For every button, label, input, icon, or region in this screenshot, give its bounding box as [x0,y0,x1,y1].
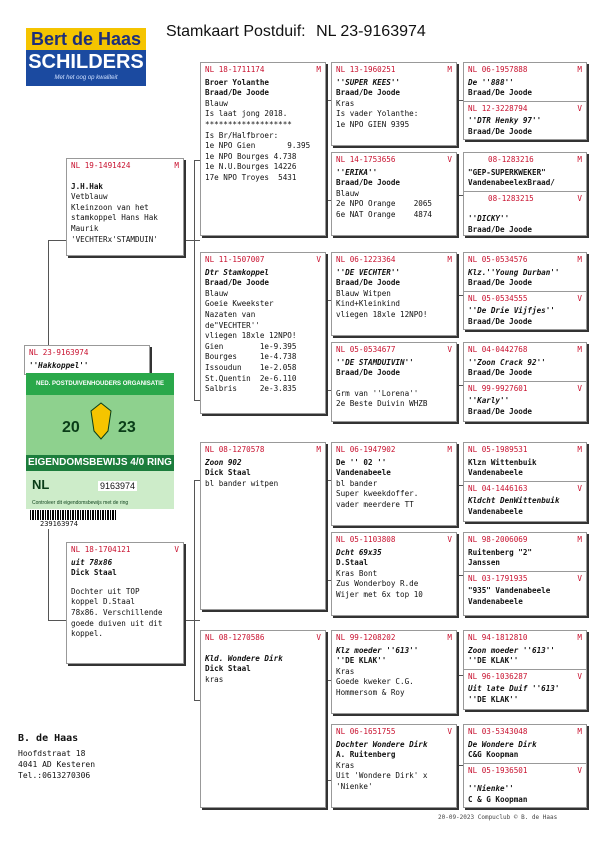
g4-sex: M [577,633,582,642]
g4-ring: NL 96-1036287 [468,671,528,681]
g4-name: ''De Drie Vijfjes'' [468,306,555,316]
g4-ring: 08-1283216 [488,155,534,164]
g4-name: ''Nienke'' [468,784,514,794]
sds-sex: M [447,255,452,264]
dss-ring: NL 06-1947902 [336,445,396,454]
sdd-name: ''DE STAMDUIVIN'' [336,357,414,367]
g4-sex: V [577,573,582,583]
sss-name: ''SUPER KEES'' [336,77,401,87]
g4-sex: M [577,155,582,164]
card-country: NL [32,477,50,492]
card-year-left: 20 [62,419,80,436]
sd-name: Dtr Stamkoppel [205,267,270,277]
ds-name2: Dick Staal [205,468,251,478]
dd-sex: V [316,633,321,642]
owner-city: 4041 AD Kesteren [18,760,96,769]
owner-address: Hoofdstraat 18 [18,749,86,758]
eagle-emblem-icon [86,401,116,441]
dss-box [331,442,457,526]
company-logo [26,28,146,86]
sdd-name2: Braad/De Joode [336,368,401,378]
owner-block [18,733,95,781]
g4-sex: V [577,483,582,493]
ss-sex: M [316,65,321,74]
barcode [30,510,116,520]
dd-box [200,630,326,808]
dd-name: Kld. Wondere Dirk [205,653,283,663]
g4-name2: Braad/De Joode [468,368,533,378]
sd-text: Blauw Goeie Kweekster Nazaten van de"VECHTER'' vliegen 18xle 12NPO! Gien 1e-9.395 Bourges 1e-4.738 Issoudun 1e-2.058 St.Quentin 2e-6.110 Salbris 2e-3.835 [205,288,297,394]
sd-name2: Braad/De Joode [205,278,270,288]
dam-sex: V [174,545,179,554]
g4-name2: ''DE KLAK'' [468,694,519,704]
sd-ring: NL 11-1507007 [205,255,265,264]
g4-ring: NL 06-1957888 [468,65,528,74]
title-ring: NL 23-9163974 [316,23,426,40]
g4-name: Uit late Duif ''613' [468,684,560,694]
g4-ring: NL 04-0442768 [468,345,528,354]
card-emblem-area [26,395,174,455]
g4-sex: M [577,727,582,736]
ownership-card [26,373,174,528]
dds-box [331,630,457,714]
ddd-sex: V [447,727,452,736]
sdd-box [331,342,457,422]
sire-name: J.H.Hak [71,181,104,191]
g4-ring: NL 94-1812810 [468,633,528,642]
dss-name2: Vandenabeele [336,468,391,478]
g4-ring: NL 12-3228794 [468,103,528,113]
dss-text: bl bander Super kweekdoffer. vader meerdere TT [336,478,419,509]
g4-sex: M [577,255,582,264]
g4-name2: Braad/De Joode [468,126,533,136]
dam-name2: Dick Staal [71,568,117,578]
ddd-text: Kras Uit 'Wondere Dirk' x 'Nienke' [336,760,428,791]
ssd-ring: NL 14-1753656 [336,155,396,164]
ssd-name: ''ERIKA'' [336,167,378,177]
g4-name2: Janssen [468,558,501,568]
dss-sex: M [447,445,452,454]
card-caption: Controleer dit eigendomsbewijs met de ring [32,500,129,506]
sss-ring: NL 13-1960251 [336,65,396,74]
g4-box-6 [463,532,587,616]
g4-name: ''Zoon Crack 92'' [468,357,546,367]
sss-sex: M [447,65,452,74]
g4-name: Kldcht DenWittenbuik [468,496,560,506]
g4-name2: C&G Koopman [468,750,519,760]
g4-sex: V [577,671,582,681]
logo-line1: Bert de Haas [26,28,146,50]
card-title: EIGENDOMSBEWIJS 4/0 RING [26,455,174,471]
g4-box-3 [463,252,587,330]
dss-name: De '' 02 '' [336,457,387,467]
g4-name: ''Karly'' [468,396,510,406]
g4-name: Klz.''Young Durban'' [468,267,560,277]
g4-ring: NL 05-1989531 [468,445,528,454]
card-lower [26,471,174,509]
footer-text: 20-09-2023 Compuclub © B. de Haas [438,814,558,821]
g4-name: Klzn Wittenbuik [468,457,537,467]
g4-name2: Braad/De Joode [468,316,533,326]
dam-text: Dochter uit TOP koppel D.Staal 78x86. Verschillende goede duiven uit dit koppel. [71,586,163,639]
g4-name2: Braad/De Joode [468,406,533,416]
g4-ring: NL 03-5343048 [468,727,528,736]
sds-box [331,252,457,336]
dds-name: Klz moeder ''613'' [336,645,419,655]
dds-text: Kras Goede kweker C.G. Hommersom & Roy [336,666,414,697]
logo-line2 [26,50,146,86]
dsd-sex: V [447,535,452,544]
dsd-box [331,532,457,616]
ss-name2: Braad/De Joode [205,88,270,98]
g4-box-1 [463,62,587,140]
dds-ring: NL 99-1208202 [336,633,396,642]
dsd-text: Kras Bont Zus Wonderboy R.de Wijer met 6x top 10 [336,568,423,599]
sdd-text: Grm van ''Lorena'' 2e Beste Duivin WHZB [336,388,428,409]
title-label: Stamkaart Postduif: [166,23,306,40]
ddd-name2: A. Ruitenberg [336,750,396,760]
sss-box [331,62,457,146]
subject-box [24,345,150,375]
sire-ring: NL 19-1491424 [71,161,131,170]
g4-ring: NL 05-1936501 [468,765,528,775]
g4-name2: Vandenabeele [468,596,523,606]
g4-name: "935" Vandenabeele [468,586,551,596]
dds-sex: M [447,633,452,642]
g4-box-5 [463,442,587,522]
dd-ring: NL 08-1270586 [205,633,265,642]
g4-name: Ruitenberg "2" [468,547,533,557]
owner-name: B. de Haas [18,733,79,744]
g4-name2: VandenabeelexBraad/ [468,178,555,188]
g4-box-7 [463,630,587,710]
g4-name2: Braad/De Joode [468,224,533,234]
sds-name: ''DE VECHTER'' [336,267,401,277]
g4-ring: NL 04-1446163 [468,483,528,493]
sd-box [200,252,326,414]
sdd-sex: V [447,345,452,354]
ds-sex: M [316,445,321,454]
g4-box-2 [463,152,587,236]
sss-text: Kras Is vader Yolanthe: 1e NPO GIEN 9395 [336,98,419,129]
ss-name: Broer Yolanthe [205,77,270,87]
sd-sex: V [316,255,321,264]
sdd-ring: NL 05-0534677 [336,345,396,354]
g4-name: De Wondere Dirk [468,739,537,749]
sds-name2: Braad/De Joode [336,278,401,288]
ds-box [200,442,326,610]
g4-ring: NL 99-9927601 [468,383,528,393]
g4-sex: M [577,445,582,454]
ssd-name2: Braad/De Joode [336,178,401,188]
dsd-ring: NL 05-1103808 [336,535,396,544]
g4-sex: V [577,193,582,203]
ss-text: Blauw Is laat jong 2018. ******************* Is Br/Halfbroer: 1e NPO Gien 9.395 1e NPO Bourges 4.738 1e N.U.Bourges 14226 17e NPO Troyes 5431 [205,98,311,182]
g4-ring: NL 05-0534555 [468,293,528,303]
g4-ring: 08-1283215 [488,193,534,203]
g4-name2: Braad/De Joode [468,88,533,98]
g4-name2: ''DE KLAK'' [468,656,519,666]
g4-sex: M [577,535,582,544]
g4-ring: NL 98-2006069 [468,535,528,544]
g4-name2: C & G Koopman [468,794,528,804]
dam-ring: NL 18-1704121 [71,545,131,554]
g4-box-4 [463,342,587,422]
sire-sex: M [174,161,179,170]
g4-name2: Vandenabeele [468,506,523,516]
g4-name: ''DICKY'' [468,214,510,224]
dds-name2: ''DE KLAK'' [336,656,387,666]
dam-name: uit 78x86 [71,557,113,567]
g4-box-8 [463,724,587,808]
g4-name: "GEP-SUPERKWEKER" [468,167,546,177]
ss-ring: NL 18-1711174 [205,65,265,74]
logo-slogan: Met het oog op kwaliteit [54,75,118,81]
g4-sex: V [577,293,582,303]
ds-name: Zoon 902 [205,457,242,467]
g4-name2: Vandenabeele [468,468,523,478]
g4-sex: V [577,103,582,113]
owner-phone: Tel.:0613270306 [18,771,91,780]
page-title [166,23,426,41]
ssd-sex: V [447,155,452,164]
card-number: 9163974 [100,481,136,491]
ssd-box [331,152,457,236]
sire-box [66,158,184,256]
card-year-right: 23 [118,419,136,436]
g4-sex: V [577,765,582,775]
logo-line2-text: SCHILDERS [28,51,144,73]
barcode-number: 239163974 [40,520,78,528]
ss-box [200,62,326,236]
g4-name2: Braad/De Joode [468,278,533,288]
sds-text: Blauw Witpen Kind+Kleinkind vliegen 18xle 12NPO! [336,288,428,319]
ds-text: bl bander witpen [205,478,279,488]
ddd-box [331,724,457,808]
g4-sex: M [577,65,582,74]
g4-name: De ''888'' [468,77,514,87]
sds-ring: NL 06-1223364 [336,255,396,264]
ds-ring: NL 08-1270578 [205,445,265,454]
ssd-text: Blauw 2e NPO Orange 2065 6e NAT Orange 4874 [336,188,433,219]
dd-name2: Dick Staal [205,664,251,674]
ddd-name: Dochter Wondere Dirk [336,739,428,749]
subject-ring: NL 23-9163974 [29,348,89,357]
dam-box [66,542,184,664]
g4-name: ''DTR Henky 97'' [468,116,542,126]
sire-text: Vetblauw Kleinzoon van het stamkoppel Hans Hak Maurik 'VECHTERx'STAMDUIN' [71,192,158,244]
g4-sex: M [577,345,582,354]
dsd-name: Dcht 69x35 [336,547,382,557]
sss-name2: Braad/De Joode [336,88,401,98]
dsd-name2: D.Staal [336,558,369,568]
g4-name: Zoon moeder ''613'' [468,645,555,655]
g4-ring: NL 03-1791935 [468,573,528,583]
subject-name: ''Hakkoppel'' [29,360,89,370]
dd-text: kras [205,674,224,684]
g4-ring: NL 05-0534576 [468,255,528,264]
g4-sex: V [577,383,582,393]
card-org: NED. POSTDUIVENHOUDERS ORGANISATIE [26,373,174,395]
ddd-ring: NL 06-1651755 [336,727,396,736]
